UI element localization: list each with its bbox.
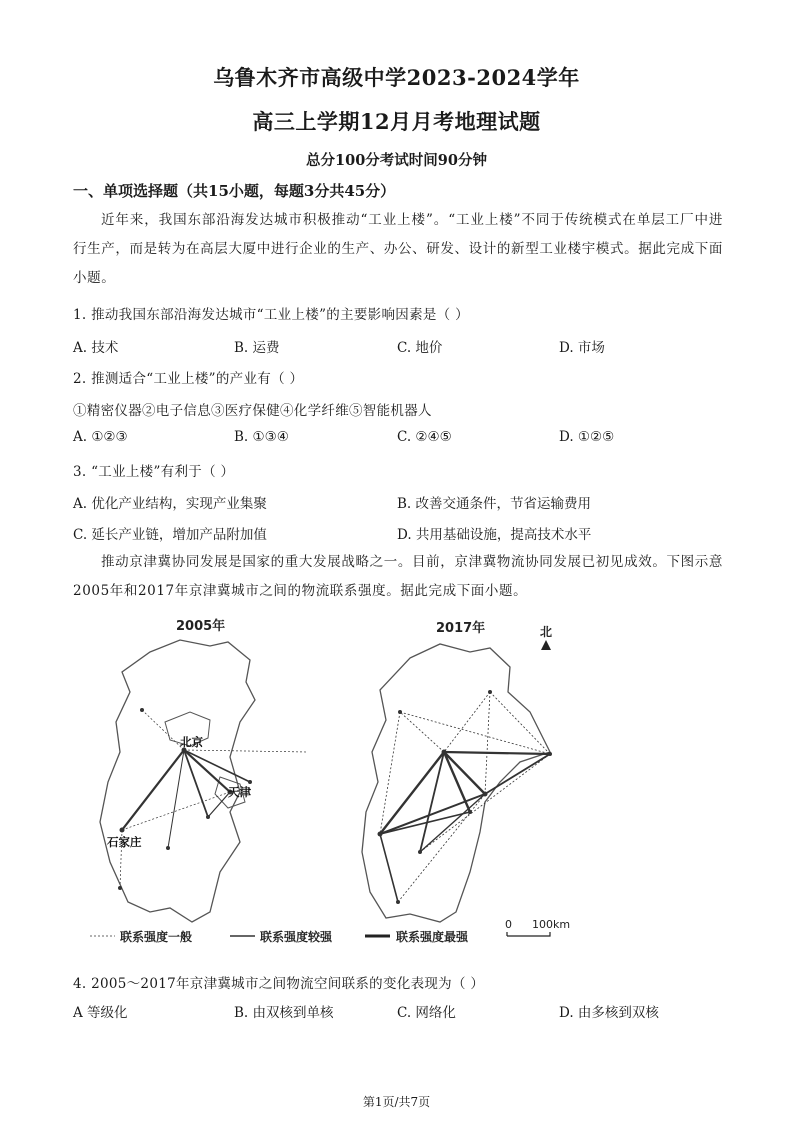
legend-weak: 联系强度一般: [120, 930, 193, 944]
q3-option-a[interactable]: A. 优化产业结构，实现产业集聚: [73, 496, 267, 512]
scale-zero: 0: [505, 918, 512, 931]
page-footer: 第1页/共7页: [362, 1095, 431, 1109]
passage-2: 推动京津冀协同发展是国家的重大发展战略之一。目前，京津冀物流协同发展已初见成效。下图示意2005年和2017年京津冀城市之间的物流联系强度。据此完成下面小题。: [73, 554, 723, 599]
scale-label: 100km: [532, 918, 571, 931]
q1-option-b[interactable]: B. 运费: [234, 340, 280, 356]
year-label-2017: 2017年: [436, 621, 486, 636]
q2-option-b[interactable]: B. ①③④: [234, 429, 289, 445]
legend-medium: 联系强度较强: [260, 930, 333, 944]
q1-option-a[interactable]: A. 技术: [73, 340, 119, 356]
north-label: 北: [540, 625, 553, 639]
map-legend: [90, 918, 570, 944]
question-2-stem: 2. 推测适合“工业上楼”的产业有（ ）: [73, 371, 304, 387]
q2-option-d[interactable]: D. ①②⑤: [559, 429, 615, 445]
q3-option-b[interactable]: B. 改善交通条件，节省运输费用: [397, 496, 592, 512]
exam-title-line1: 乌鲁木齐市高级中学2023-2024学年: [213, 65, 580, 90]
year-label-2005: 2005年: [176, 619, 226, 634]
legend-strong: 联系强度最强: [396, 930, 469, 944]
q1-option-d[interactable]: D. 市场: [559, 340, 605, 356]
q3-option-c[interactable]: C. 延长产业链，增加产品附加值: [73, 527, 267, 543]
q1-option-c[interactable]: C. 地价: [397, 340, 443, 356]
city-label-beijing: 北京: [180, 735, 203, 749]
map-outline-2017: [362, 644, 550, 922]
section-heading: 一、单项选择题（共15小题，每题3分共45分）: [73, 182, 396, 200]
links-2017: [380, 692, 550, 902]
q4-option-b[interactable]: B. 由双核到单核: [234, 1005, 334, 1021]
links-2005: [120, 710, 308, 888]
q2-option-c[interactable]: C. ②④⑤: [397, 429, 452, 445]
q2-option-a[interactable]: A. ①②③: [73, 429, 128, 445]
q4-option-c[interactable]: C. 网络化: [397, 1005, 456, 1021]
score-time-line: 总分100分考试时间90分钟: [306, 152, 487, 169]
exam-title-line2: 高三上学期12月月考地理试题: [252, 109, 541, 134]
logistics-map-figure: [80, 612, 600, 952]
question-4-stem: 4. 2005～2017年京津冀城市之间物流空间联系的变化表现为（ ）: [73, 976, 485, 992]
passage-1: 近年来，我国东部沿海发达城市积极推动“工业上楼”。“工业上楼”不同于传统模式在单层工厂中进行生产，而是转为在高层大厦中进行企业的生产、办公、研发、设计的新型工业楼宇模式。据此完成下面小题。: [73, 212, 723, 286]
q4-option-d[interactable]: D. 由多核到双核: [559, 1005, 659, 1021]
city-label-tianjin: 天津: [228, 785, 251, 799]
question-2-items: ①精密仪器②电子信息③医疗保健④化学纤维⑤智能机器人: [73, 403, 432, 419]
question-1-stem: 1. 推动我国东部沿海发达城市“工业上楼”的主要影响因素是（ ）: [73, 307, 469, 323]
q3-option-d[interactable]: D. 共用基础设施，提高技术水平: [397, 527, 592, 543]
question-3-stem: 3. “工业上楼”有利于（ ）: [73, 464, 235, 480]
q4-option-a[interactable]: A 等级化: [73, 1005, 128, 1021]
north-arrow: [540, 625, 552, 650]
city-label-shijiazhuang: 石家庄: [107, 835, 142, 849]
